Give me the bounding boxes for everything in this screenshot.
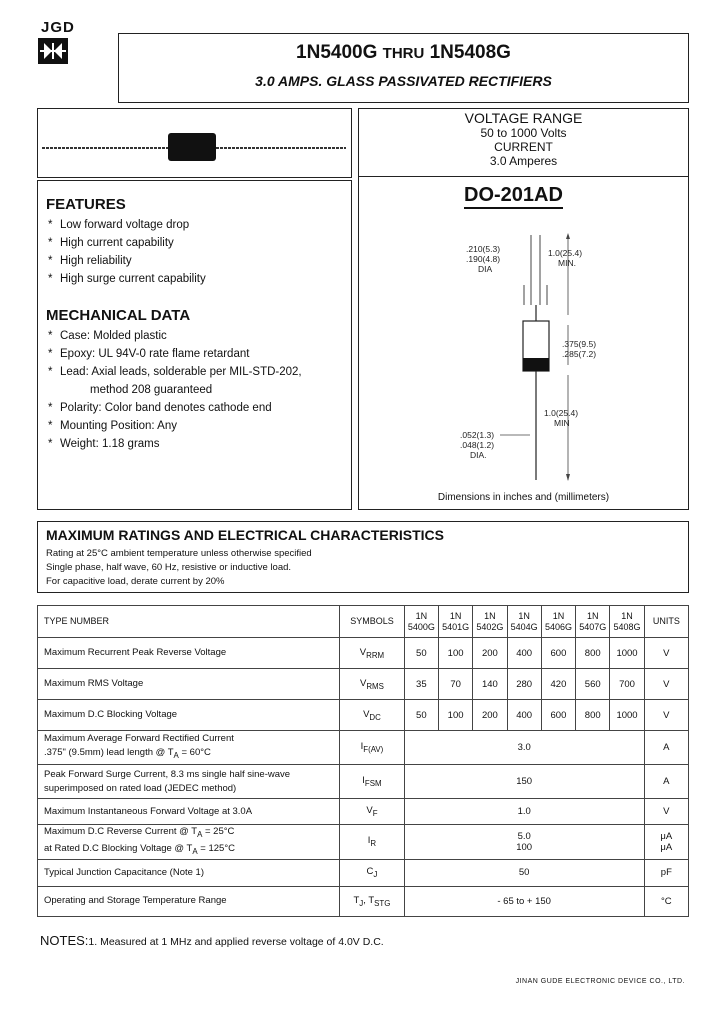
value-cell: 35 xyxy=(404,669,438,700)
table-row xyxy=(38,669,689,700)
header-part: 1N 5401G xyxy=(438,606,472,638)
list-item: * Epoxy: UL 94V-0 rate flame retardant xyxy=(48,348,250,360)
unit-cell: V xyxy=(644,799,688,825)
symbol-cell: $V_{RMS}$ xyxy=(340,669,404,700)
list-item: * Case: Molded plastic xyxy=(48,330,167,342)
value-cell: 50 xyxy=(404,700,438,731)
table-header-row xyxy=(38,606,689,638)
unit-cell: V xyxy=(644,638,688,669)
header-part: 1N 5400G xyxy=(404,606,438,638)
package-name: DO-201AD xyxy=(464,183,563,209)
current-value: 3.0 Amperes xyxy=(489,154,558,168)
param-cell: Maximum Average Forward Rectified Current .375" (9.5mm) lead length @ $T_A = 60^\circ C$ xyxy=(38,731,340,765)
unit-cell: °C xyxy=(644,886,688,916)
table-row xyxy=(38,731,689,765)
company-name: JINAN GUDE ELECTRONIC DEVICE CO., LTD. xyxy=(515,978,685,985)
list-item: * Weight: 1.18 grams xyxy=(48,438,160,450)
list-item: * Mounting Position: Any xyxy=(48,420,177,432)
list-item-continued: method 208 guaranteed xyxy=(90,384,213,396)
rectifier-image-icon xyxy=(38,109,350,175)
value-cell: 140 xyxy=(473,669,507,700)
value-cell: 200 xyxy=(473,638,507,669)
symbol-cell: $I_R$ xyxy=(340,825,404,860)
value-cell: 400 xyxy=(507,700,541,731)
value-cell: 70 xyxy=(438,669,472,700)
param-cell: Maximum D.C Blocking Voltage xyxy=(38,700,340,731)
voltage-range-label: VOLTAGE RANGE xyxy=(464,110,583,126)
symbol-cell: $I_{FSM}$ xyxy=(340,765,404,799)
value-cell: 50 xyxy=(404,859,644,886)
ratings-title: MAXIMUM RATINGS AND ELECTRICAL CHARACTERISTICS xyxy=(46,527,444,543)
value-cell: 50 xyxy=(404,638,438,669)
list-item: * High reliability xyxy=(48,255,132,267)
table-row xyxy=(38,799,689,825)
logo-text: JGD xyxy=(41,19,75,36)
value-cell: 800 xyxy=(576,638,610,669)
value-cell: 800 xyxy=(576,700,610,731)
dim-lead-length-bottom: 1.0(25.4) MIN xyxy=(544,408,579,428)
symbol-cell: $I_{F(AV)}$ xyxy=(340,731,404,765)
param-cell: Maximum D.C Reverse Current @ $T_A = 25^\circ C$ at Rated D.C Blocking Voltage @ $T_A = 125^\circ C$ xyxy=(38,825,340,860)
param-cell: Maximum Instantaneous Forward Voltage at 3.0A xyxy=(38,799,340,825)
features-heading: FEATURES xyxy=(46,196,126,213)
header-part: 1N 5402G xyxy=(473,606,507,638)
value-cell: 400 xyxy=(507,638,541,669)
list-item: * Polarity: Color band denotes cathode end xyxy=(48,402,272,414)
symbol-cell: $V_{DC}$ xyxy=(340,700,404,731)
value-cell: - 65 to + 150 xyxy=(404,886,644,916)
unit-cell: pF xyxy=(644,859,688,886)
value-cell: 5.0 100 xyxy=(404,825,644,860)
value-cell: 150 xyxy=(404,765,644,799)
ratings-note: Single phase, half wave, 60 Hz, resistive or inductive load. xyxy=(46,562,292,573)
value-cell: 1000 xyxy=(610,638,644,669)
table-row xyxy=(38,825,689,860)
value-cell: 600 xyxy=(541,700,575,731)
value-cell: 560 xyxy=(576,669,610,700)
table-row xyxy=(38,638,689,669)
spec-divider xyxy=(358,176,689,177)
header-part: 1N 5408G xyxy=(610,606,644,638)
dimensions-caption: Dimensions in inches and (millimeters) xyxy=(437,492,610,503)
table-row xyxy=(38,886,689,916)
features-list xyxy=(48,216,206,288)
ratings-table xyxy=(37,605,689,917)
value-cell: 600 xyxy=(541,638,575,669)
value-cell: 1000 xyxy=(610,700,644,731)
value-cell: 100 xyxy=(438,700,472,731)
header-symbols: SYMBOLS xyxy=(340,606,404,638)
header-part: 1N 5407G xyxy=(576,606,610,638)
param-cell: Maximum Recurrent Peak Reverse Voltage xyxy=(38,638,340,669)
table-row xyxy=(38,859,689,886)
unit-cell: A xyxy=(644,731,688,765)
header-part: 1N 5406G xyxy=(541,606,575,638)
page-title: 1N5400G THRU 1N5408G xyxy=(296,42,511,63)
ratings-note: Rating at 25°C ambient temperature unless otherwise specified xyxy=(46,548,312,559)
current-label: CURRENT xyxy=(494,140,553,154)
list-item: * High surge current capability xyxy=(48,273,206,285)
value-cell: 200 xyxy=(473,700,507,731)
param-cell: Peak Forward Surge Current, 8.3 ms single half sine-wave superimposed on rated load (JEDEC method) xyxy=(38,765,340,799)
header-type-number: TYPE NUMBER xyxy=(38,606,340,638)
header-units: UNITS xyxy=(644,606,688,638)
unit-cell: A xyxy=(644,765,688,799)
mechanical-list xyxy=(48,327,302,453)
value-cell: 700 xyxy=(610,669,644,700)
dim-lead-dia: .210(5.3) .190(4.8) DIA xyxy=(466,244,501,274)
voltage-range-value: 50 to 1000 Volts xyxy=(480,126,567,140)
symbol-cell: $V_{RRM}$ xyxy=(340,638,404,669)
unit-cell: μA μA xyxy=(644,825,688,860)
param-cell: Maximum RMS Voltage xyxy=(38,669,340,700)
header-part: 1N 5404G xyxy=(507,606,541,638)
notes: NOTES:1. Measured at 1 MHz and applied reverse voltage of 4.0V D.C. xyxy=(40,933,384,948)
dim-wire-dia: .052(1.3) .048(1.2) DIA. xyxy=(460,430,495,460)
value-cell: 280 xyxy=(507,669,541,700)
dim-body-length: .375(9.5) .285(7.2) xyxy=(562,339,597,359)
page-subtitle: 3.0 AMPS. GLASS PASSIVATED RECTIFIERS xyxy=(255,73,552,89)
diode-logo-icon xyxy=(38,38,68,64)
param-cell: Operating and Storage Temperature Range xyxy=(38,886,340,916)
list-item: * Low forward voltage drop xyxy=(48,219,190,231)
unit-cell: V xyxy=(644,669,688,700)
unit-cell: V xyxy=(644,700,688,731)
value-cell: 100 xyxy=(438,638,472,669)
list-item: * High current capability xyxy=(48,237,174,249)
mechanical-heading: MECHANICAL DATA xyxy=(46,307,191,324)
symbol-cell: $T_J$, $T_{STG}$ xyxy=(340,886,404,916)
symbol-cell: $V_F$ xyxy=(340,799,404,825)
dim-lead-length-top: 1.0(25.4) MIN. xyxy=(548,248,583,268)
component-image-panel xyxy=(37,108,352,178)
list-item: * Lead: Axial leads, solderable per MIL-STD-202, xyxy=(48,366,302,378)
value-cell: 3.0 xyxy=(404,731,644,765)
value-cell: 1.0 xyxy=(404,799,644,825)
value-cell: 420 xyxy=(541,669,575,700)
table-row xyxy=(38,700,689,731)
table-row xyxy=(38,765,689,799)
param-cell: Typical Junction Capacitance (Note 1) xyxy=(38,859,340,886)
symbol-cell: $C_J$ xyxy=(340,859,404,886)
ratings-note: For capacitive load, derate current by 20% xyxy=(46,576,225,587)
